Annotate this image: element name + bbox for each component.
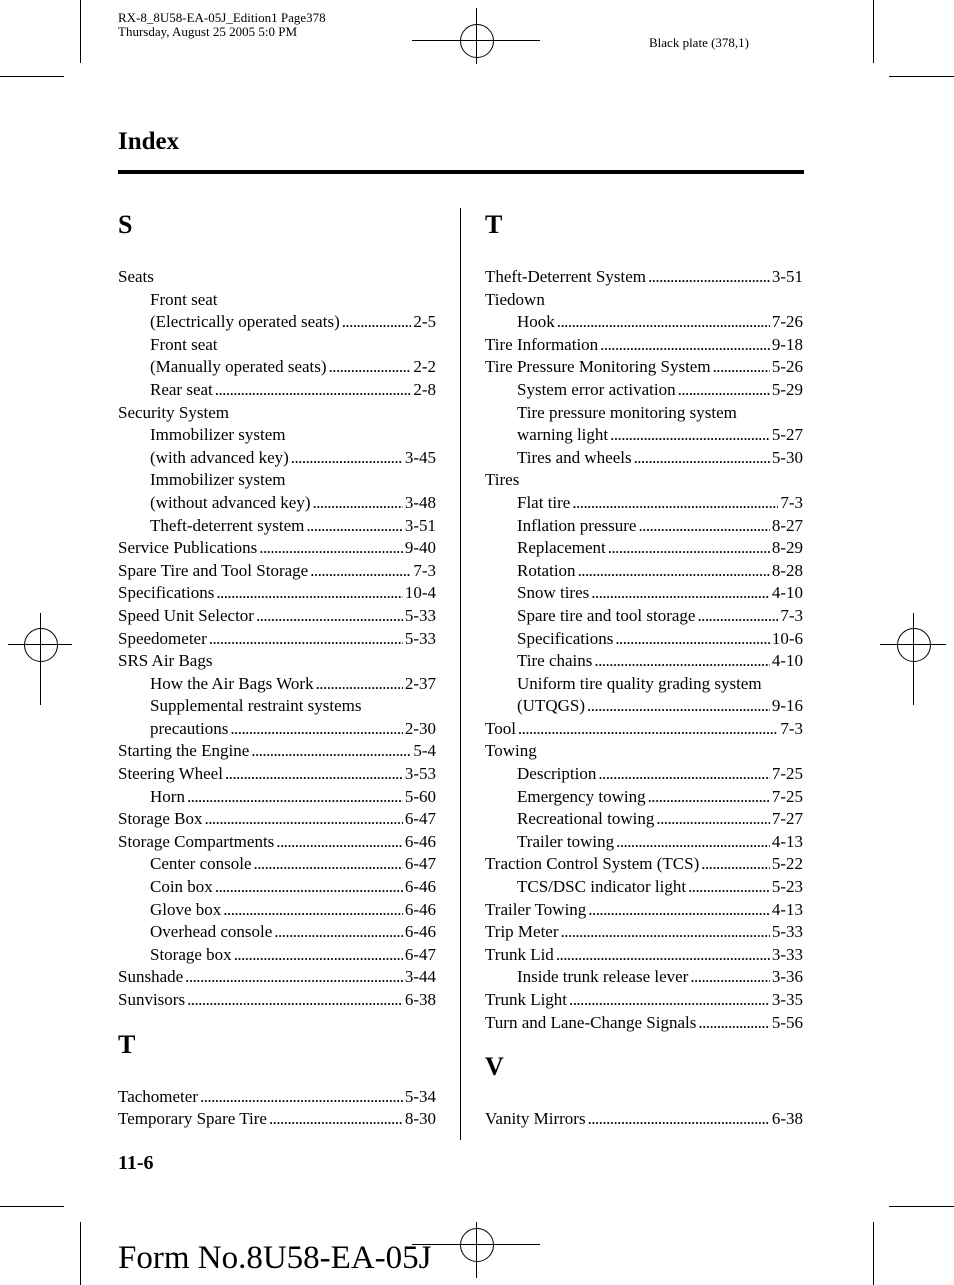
- dot-leader: [187, 786, 403, 809]
- entry-text: Storage box: [150, 944, 232, 964]
- entry-text: Front seat: [150, 334, 218, 354]
- index-entry: [118, 402, 436, 425]
- entry-page: 6-47: [404, 854, 436, 874]
- entry-page: 2-30: [404, 718, 436, 738]
- index-subentry: [118, 786, 436, 809]
- dot-leader: [276, 831, 403, 854]
- dot-leader: [594, 650, 769, 673]
- dot-leader: [215, 379, 412, 402]
- index-subentry: [118, 424, 436, 447]
- dot-leader: [291, 447, 403, 470]
- index-subentry: [485, 695, 803, 718]
- entry-page: 3-45: [404, 447, 436, 467]
- dot-leader: [329, 356, 412, 379]
- entry-page: 4-13: [771, 899, 803, 919]
- index-subentry: [118, 334, 436, 357]
- entry-text: Temporary Spare Tire: [118, 1109, 267, 1129]
- entry-page: 4-10: [771, 583, 803, 603]
- index-subentry: [485, 560, 803, 583]
- entry-text: Inside trunk release lever: [517, 967, 689, 987]
- entry-page: 2-2: [413, 357, 436, 377]
- entry-text: Starting the Engine: [118, 741, 250, 761]
- entry-text: Hook: [517, 312, 555, 332]
- dot-leader: [588, 1108, 770, 1131]
- entry-text: Trunk Lid: [485, 944, 554, 964]
- entry-text: (Electrically operated seats): [150, 312, 340, 332]
- column-divider: [460, 208, 461, 1140]
- index-entry: [118, 1108, 436, 1131]
- entry-page: 7-25: [771, 786, 803, 806]
- plate-label: Black plate (378,1): [649, 35, 749, 50]
- index-entry: [485, 1108, 803, 1131]
- section-letter: T: [118, 1029, 136, 1059]
- dot-leader: [648, 266, 770, 289]
- entry-page: 5-23: [771, 877, 803, 897]
- entry-page: 10-4: [404, 583, 436, 603]
- entry-page: 3-53: [404, 764, 436, 784]
- index-entry: [485, 1012, 803, 1035]
- dot-leader: [572, 492, 778, 515]
- index-entry: [118, 560, 436, 583]
- section-gap: [118, 1012, 436, 1028]
- entry-text: Spare tire and tool storage: [517, 605, 696, 625]
- index-subentry: [485, 379, 803, 402]
- print-file-line: RX-8_8U58-EA-05J_Edition1 Page378: [118, 10, 326, 25]
- dot-leader: [225, 763, 403, 786]
- entry-text: Tire Information: [485, 334, 599, 354]
- index-subentry: [118, 673, 436, 696]
- index-subentry: [118, 921, 436, 944]
- index-subentry: [118, 492, 436, 515]
- entry-page: 6-46: [404, 877, 436, 897]
- entry-text: Tire Pressure Monitoring System: [485, 357, 711, 377]
- index-entry: [485, 989, 803, 1012]
- index-subentry: [118, 447, 436, 470]
- entry-page: 5-60: [404, 786, 436, 806]
- dot-leader: [587, 695, 770, 718]
- index-entry: [118, 605, 436, 628]
- entry-page: 5-26: [771, 357, 803, 377]
- right-index-column: [485, 208, 803, 1131]
- dot-leader: [274, 921, 403, 944]
- entry-text: Traction Control System (TCS): [485, 854, 700, 874]
- entry-text: Horn: [150, 786, 185, 806]
- index-subentry: [485, 515, 803, 538]
- entry-text: Turn and Lane-Change Signals: [485, 1012, 697, 1032]
- dot-leader: [200, 1086, 403, 1109]
- entry-text: Snow tires: [517, 583, 590, 603]
- dot-leader: [187, 989, 403, 1012]
- page-title: Index: [118, 128, 180, 155]
- entry-text: (with advanced key): [150, 447, 289, 467]
- entry-text: Coin box: [150, 877, 213, 897]
- entry-page: 7-25: [771, 764, 803, 784]
- index-subentry: [118, 289, 436, 312]
- print-date-line: Thursday, August 25 2005 5:0 PM: [118, 24, 297, 39]
- index-subentry: [485, 831, 803, 854]
- index-subentry: [485, 402, 803, 425]
- entry-page: 2-37: [404, 673, 436, 693]
- entry-text: Theft-Deterrent System: [485, 267, 646, 286]
- dot-leader: [557, 311, 770, 334]
- entry-text: Supplemental restraint systems: [150, 696, 362, 716]
- entry-page: 5-4: [413, 741, 436, 761]
- entry-text: Storage Compartments: [118, 831, 275, 851]
- entry-text: Vanity Mirrors: [485, 1109, 586, 1129]
- entry-text: Tool: [485, 718, 516, 738]
- entry-text: Security System: [118, 402, 229, 422]
- entry-text: Center console: [150, 854, 252, 874]
- entry-page: 6-47: [404, 809, 436, 829]
- entry-text: Emergency towing: [517, 786, 646, 806]
- dot-leader: [634, 447, 770, 470]
- entry-text: Trailer Towing: [485, 899, 587, 919]
- entry-text: Overhead console: [150, 922, 273, 942]
- entry-page: 10-6: [771, 628, 803, 648]
- index-entry: [485, 266, 803, 289]
- dot-leader: [310, 560, 411, 583]
- index-entry: [485, 356, 803, 379]
- entry-page: 6-46: [404, 922, 436, 942]
- index-subentry: [485, 786, 803, 809]
- entry-page: 7-3: [780, 605, 803, 625]
- entry-text: Description: [517, 764, 597, 784]
- index-subentry: [485, 582, 803, 605]
- entry-text: (UTQGS): [517, 696, 585, 716]
- index-entry: [118, 989, 436, 1012]
- index-subentry: [118, 469, 436, 492]
- entry-page: 5-29: [771, 379, 803, 399]
- entry-page: 5-27: [771, 425, 803, 445]
- dot-leader: [648, 786, 770, 809]
- index-entry: [118, 966, 436, 989]
- entry-page: 3-33: [771, 944, 803, 964]
- entry-page: 8-29: [771, 538, 803, 558]
- entry-text: Speedometer: [118, 628, 207, 648]
- section-letter: T: [485, 210, 503, 239]
- index-subentry: [485, 492, 803, 515]
- index-entry: [118, 650, 436, 673]
- index-entry: [118, 582, 436, 605]
- index-subentry: [118, 876, 436, 899]
- dot-leader: [209, 628, 403, 651]
- dot-leader: [588, 899, 770, 922]
- entry-page: 6-38: [404, 990, 436, 1009]
- entry-page: 3-51: [771, 267, 803, 286]
- index-entry: [485, 469, 803, 492]
- dot-leader: [316, 673, 403, 696]
- entry-text: Towing: [485, 741, 537, 761]
- section-letter: V: [485, 1052, 504, 1082]
- index-entry: [118, 628, 436, 651]
- index-subentry: [118, 944, 436, 967]
- dot-leader: [600, 334, 770, 357]
- entry-page: 2-8: [413, 379, 436, 399]
- dot-leader: [638, 515, 769, 538]
- index-subentry: [485, 650, 803, 673]
- entry-text: Recreational towing: [517, 809, 655, 829]
- dot-leader: [616, 831, 770, 854]
- index-subentry: [118, 718, 436, 741]
- section-letter: S: [118, 210, 133, 239]
- dot-leader: [185, 966, 403, 989]
- index-entry: [118, 740, 436, 763]
- dot-leader: [556, 944, 770, 967]
- entry-text: Seats: [118, 267, 154, 286]
- entry-text: Trip Meter: [485, 922, 559, 942]
- entry-page: 2-5: [413, 312, 436, 332]
- dot-leader: [216, 582, 403, 605]
- index-subentry: [118, 311, 436, 334]
- entry-text: How the Air Bags Work: [150, 673, 314, 693]
- entry-page: 7-3: [780, 718, 803, 738]
- entry-page: 8-28: [771, 560, 803, 580]
- index-entry: [485, 853, 803, 876]
- dot-leader: [223, 899, 403, 922]
- index-subentry: [485, 763, 803, 786]
- entry-text: Storage Box: [118, 809, 203, 829]
- entry-page: 3-51: [404, 515, 436, 535]
- entry-text: precautions: [150, 718, 229, 738]
- title-rule: [118, 170, 804, 174]
- index-entry: [118, 537, 436, 560]
- entry-text: Trailer towing: [517, 831, 615, 851]
- entry-text: Immobilizer system: [150, 425, 286, 445]
- dot-leader: [234, 944, 403, 967]
- index-entry: [118, 266, 436, 289]
- index-subentry: [485, 605, 803, 628]
- dot-leader: [230, 718, 402, 741]
- index-entry: [485, 899, 803, 922]
- entry-page: 5-30: [771, 447, 803, 467]
- entry-page: 9-16: [771, 696, 803, 716]
- entry-page: 7-27: [771, 809, 803, 829]
- entry-text: Uniform tire quality grading system: [517, 673, 762, 693]
- entry-page: 6-47: [404, 944, 436, 964]
- left-index-column: [118, 208, 436, 1131]
- dot-leader: [701, 853, 770, 876]
- dot-leader: [342, 311, 412, 334]
- entry-text: Inflation pressure: [517, 515, 637, 535]
- entry-text: Rear seat: [150, 379, 213, 399]
- entry-text: Tachometer: [118, 1086, 198, 1106]
- index-entry: [485, 944, 803, 967]
- index-subentry: [118, 853, 436, 876]
- entry-text: SRS Air Bags: [118, 651, 213, 671]
- entry-page: 5-33: [404, 628, 436, 648]
- entry-text: Sunvisors: [118, 990, 186, 1009]
- entry-text: (without advanced key): [150, 492, 311, 512]
- dot-leader: [615, 628, 770, 651]
- index-subentry: [118, 515, 436, 538]
- index-subentry: [485, 673, 803, 696]
- index-subentry: [485, 628, 803, 651]
- entry-text: System error activation: [517, 379, 676, 399]
- entry-page: 3-48: [404, 492, 436, 512]
- index-subentry: [485, 808, 803, 831]
- index-subentry: [118, 695, 436, 718]
- dot-leader: [688, 876, 770, 899]
- dot-leader: [256, 605, 403, 628]
- index-subentry: [485, 447, 803, 470]
- entry-page: 7-26: [771, 312, 803, 332]
- dot-leader: [610, 424, 770, 447]
- dot-leader: [591, 582, 770, 605]
- index-entry: [118, 1086, 436, 1109]
- index-subentry: [485, 966, 803, 989]
- entry-page: 5-33: [771, 922, 803, 942]
- dot-leader: [608, 537, 770, 560]
- index-entry: [485, 289, 803, 312]
- entry-text: Flat tire: [517, 492, 571, 512]
- entry-text: Rotation: [517, 560, 576, 580]
- entry-text: warning light: [517, 425, 609, 445]
- index-entry: [118, 763, 436, 786]
- dot-leader: [215, 876, 403, 899]
- entry-text: Service Publications: [118, 538, 258, 558]
- entry-text: TCS/DSC indicator light: [517, 877, 687, 897]
- index-subentry: [485, 311, 803, 334]
- entry-text: Steering Wheel: [118, 764, 223, 784]
- entry-text: Trunk Light: [485, 990, 568, 1009]
- index-subentry: [118, 379, 436, 402]
- dot-leader: [690, 966, 769, 989]
- dot-leader: [518, 718, 778, 741]
- dot-leader: [569, 989, 770, 1012]
- dot-leader: [259, 537, 403, 560]
- section-gap: [485, 1034, 803, 1050]
- dot-leader: [713, 356, 770, 379]
- dot-leader: [697, 605, 778, 628]
- entry-text: Spare Tire and Tool Storage: [118, 560, 309, 580]
- entry-page: 5-34: [404, 1086, 436, 1106]
- form-number: Form No.8U58-EA-05J: [118, 1240, 432, 1276]
- entry-page: 6-38: [771, 1109, 803, 1129]
- dot-leader: [698, 1012, 769, 1035]
- index-subentry: [118, 356, 436, 379]
- index-entry: [485, 740, 803, 763]
- entry-page: 5-56: [771, 1012, 803, 1032]
- index-entry: [485, 334, 803, 357]
- dot-leader: [578, 560, 770, 583]
- dot-leader: [656, 808, 769, 831]
- dot-leader: [678, 379, 770, 402]
- entry-text: Tires and wheels: [517, 447, 632, 467]
- index-subentry: [485, 424, 803, 447]
- entry-page: 4-13: [771, 831, 803, 851]
- index-subentry: [485, 537, 803, 560]
- entry-text: Tire pressure monitoring system: [517, 402, 737, 422]
- entry-page: 6-46: [404, 899, 436, 919]
- index-subentry: [118, 899, 436, 922]
- entry-text: Front seat: [150, 289, 218, 309]
- entry-page: 8-27: [771, 515, 803, 535]
- entry-text: Glove box: [150, 899, 222, 919]
- entry-page: 7-3: [780, 492, 803, 512]
- entry-page: 6-46: [404, 831, 436, 851]
- entry-text: Tire chains: [517, 651, 593, 671]
- entry-page: 3-44: [404, 967, 436, 987]
- dot-leader: [254, 853, 403, 876]
- entry-page: 9-18: [771, 334, 803, 354]
- entry-text: Tiedown: [485, 289, 545, 309]
- entry-text: Speed Unit Selector: [118, 605, 254, 625]
- entry-page: 8-30: [404, 1109, 436, 1129]
- entry-page: 9-40: [404, 538, 436, 558]
- entry-text: Specifications: [118, 583, 215, 603]
- entry-page: 5-33: [404, 605, 436, 625]
- page-number: 11-6: [118, 1152, 154, 1174]
- entry-page: 3-35: [771, 990, 803, 1009]
- dot-leader: [205, 808, 403, 831]
- entry-text: Replacement: [517, 538, 606, 558]
- entry-page: 3-36: [771, 967, 803, 987]
- dot-leader: [561, 921, 770, 944]
- index-entry: [485, 718, 803, 741]
- index-subentry: [485, 876, 803, 899]
- index-entry: [485, 921, 803, 944]
- dot-leader: [306, 515, 402, 538]
- entry-text: Sunshade: [118, 967, 184, 987]
- entry-page: 5-22: [771, 854, 803, 874]
- entry-page: 7-3: [413, 560, 436, 580]
- dot-leader: [251, 740, 411, 763]
- dot-leader: [313, 492, 403, 515]
- entry-text: (Manually operated seats): [150, 357, 327, 377]
- entry-page: 4-10: [771, 651, 803, 671]
- dot-leader: [269, 1108, 403, 1131]
- index-entry: [118, 831, 436, 854]
- entry-text: Theft-deterrent system: [150, 515, 305, 535]
- entry-text: Immobilizer system: [150, 470, 286, 490]
- dot-leader: [598, 763, 770, 786]
- index-entry: [118, 808, 436, 831]
- entry-text: Specifications: [517, 628, 614, 648]
- entry-text: Tires: [485, 470, 520, 490]
